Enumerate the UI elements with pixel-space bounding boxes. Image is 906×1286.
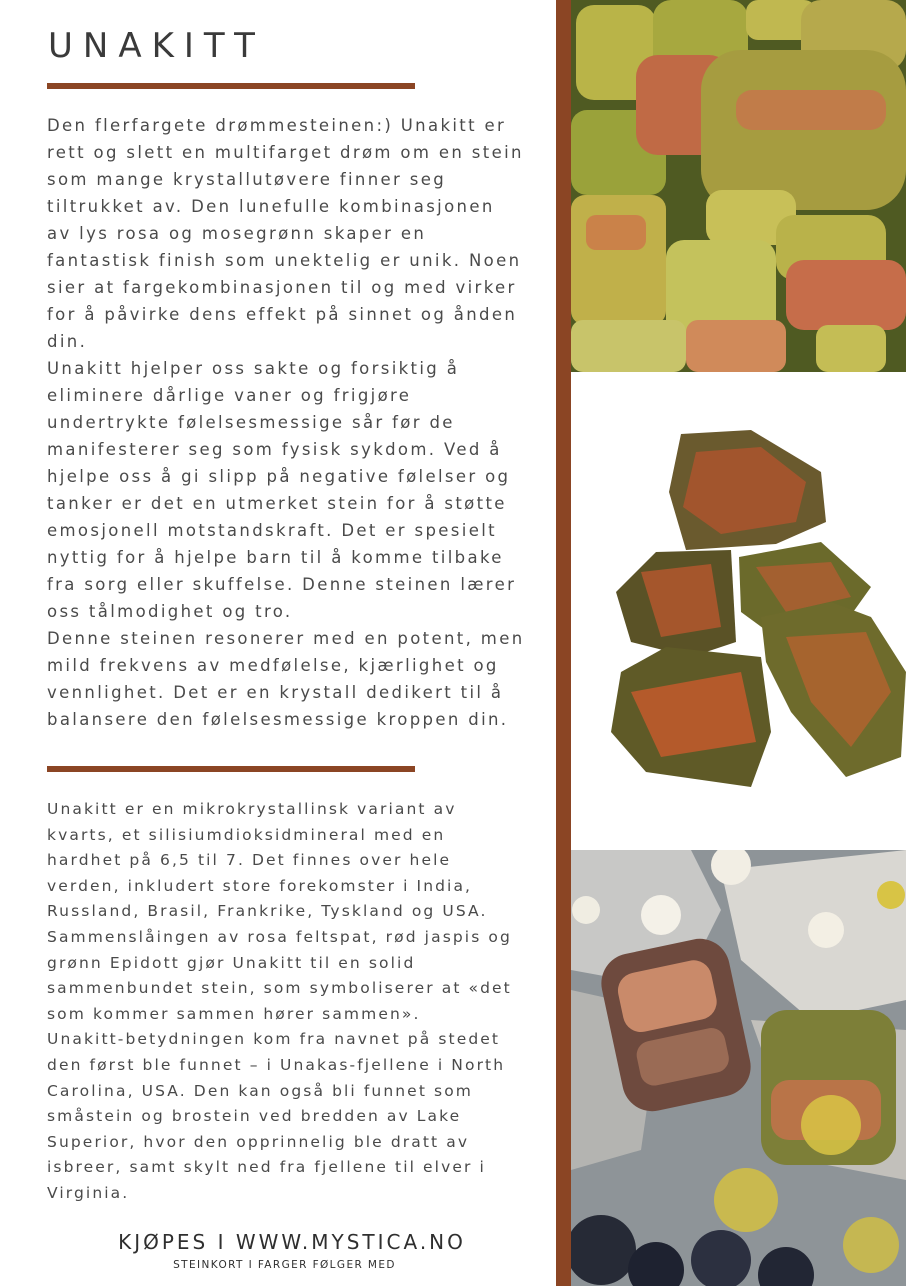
card-note-text: STEINKORT I FARGER FØLGER MED: [173, 1259, 396, 1271]
raw-unakite-chunks-photo: [571, 372, 906, 850]
unakite-pendants-with-flowers-photo: [571, 850, 906, 1286]
top-divider-line: [47, 83, 415, 89]
middle-divider-line: [47, 766, 415, 772]
page-title: UNAKITT: [48, 26, 265, 66]
geology-paragraph: Unakitt er en mikrokrystallinsk variant av kvarts, et silisiumdioksidmineral med en hardhet på 6,5 til 7. Det finnes over hele verden, inkludert store forekomster i India, Russland, Brasil, Frankrike, Tyskland og USA. Sammenslåingen av rosa feltspat, rød jaspis og grønn Epidott gjør Unakitt til en solid sammenbundet stein, som symboliserer at «det som kommer sammen hører sammen». Unakitt-betydningen kom fra navnet på stedet den først ble funnet – i Unakas-fjellene i North Carolina, USA. Den kan også bli funnet som småstein og brostein ved bredden av Lake Superior, hvor den opprinnelig ble dratt av isbreer, samt skylt ned fra fjellene til elver i Virginia.: [47, 800, 512, 1202]
tumbled-unakite-stones-photo: [571, 0, 906, 372]
vertical-divider-bar: [556, 0, 571, 1286]
description-paragraph: Den flerfargete drømmesteinen:) Unakitt er rett og slett en multifarget drøm om en stein som mange krystallutøvere finner seg tiltrukket av. Den lunefulle kombinasjonen av lys rosa og mosegrønn skaper en fantastisk finish som unektelig er unik. Noen sier at fargekombinasjonen til og med virker for å påvirke dens effekt på sinnet og ånden din. Unakitt hjelper oss sakte og forsiktig å eliminere dårlige vaner og frigjøre undertrykte følelsesmessige sår før de manifesterer seg som fysisk sykdom. Ved å hjelpe oss å gi slipp på negative følelser og tanker er det en utmerket stein for å støtte emosjonell motstandskraft. Det er spesielt nyttig for å hjelpe barn til å komme tilbake fra sorg eller skuffelse. Denne steinen lærer oss tålmodighet og tro. Denne steinen resonerer med en potent, men mild frekvens av medfølelse, kjærlighet og vennlighet. Det er en krystall dedikert til å balansere den følelsesmessige kroppen din.: [47, 116, 525, 729]
purchase-link-text[interactable]: KJØPES I WWW.MYSTICA.NO: [118, 1230, 466, 1254]
